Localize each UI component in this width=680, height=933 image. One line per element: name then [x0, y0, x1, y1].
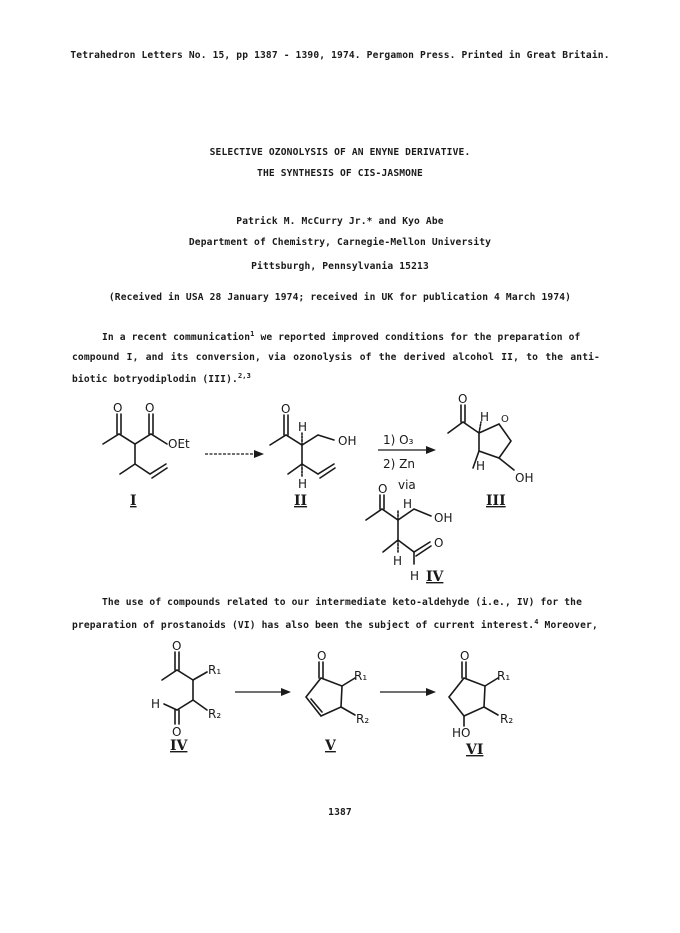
compound-VI-r2: R₂ — [500, 712, 514, 726]
compound-IV-hydrogen-bottom: H — [393, 554, 403, 568]
scheme2-compound-IV-label: IV — [170, 738, 188, 754]
author-names: Patrick M. McCurry Jr.* and Kyo Abe — [236, 216, 444, 227]
structure-compound-I — [103, 401, 190, 509]
footnote-ref-1: 1 — [250, 330, 255, 338]
page-number: 1387 — [328, 807, 352, 818]
footnote-ref-4: 4 — [534, 618, 539, 626]
compound-VI-r1: R₁ — [497, 669, 511, 683]
compound-IV-oxygen-ketone: O — [378, 482, 388, 496]
para2-line2-text-b: Moreover, — [538, 620, 598, 631]
structure-compound-II — [270, 402, 356, 509]
compound-I-oxygen-2: O — [145, 401, 155, 415]
compound-III-ring-oxygen: O — [501, 414, 509, 425]
para2-line2 — [72, 618, 598, 631]
para2-line1: The use of compounds related to our intermediate keto-aldehyde (i.e., IV) for the — [102, 597, 582, 608]
compound-III-oxygen-ketone: O — [458, 392, 468, 406]
reaction-arrow-4 — [380, 688, 436, 696]
author-department: Department of Chemistry, Carnegie-Mellon University — [188, 237, 492, 248]
structure-compound-V — [306, 649, 369, 754]
compound-V-label: V — [325, 738, 336, 754]
compound-I-label: I — [130, 493, 137, 509]
compound-IV-label: IV — [426, 569, 444, 585]
reagent-zinc: 2) Zn — [383, 457, 415, 471]
compound-IV-oxygen-aldehyde: O — [434, 536, 444, 550]
para1-line1-text-a: In a recent communication — [102, 332, 251, 343]
compound-I-oxygen-1: O — [113, 401, 123, 415]
compound-IV-generic-oxygen-bottom: O — [172, 725, 182, 739]
reaction-arrow-3 — [235, 688, 291, 696]
compound-VI-oxygen: O — [460, 649, 470, 663]
structure-compound-VI — [449, 649, 513, 758]
compound-II-hydrogen-top: H — [298, 420, 308, 434]
compound-IV-generic-oxygen-top: O — [172, 639, 182, 653]
running-head: Tetrahedron Letters No. 15, pp 1387 - 1390, 1974. Pergamon Press. Printed in Great Britain. — [70, 50, 610, 61]
compound-VI-label: VI — [466, 742, 484, 758]
para1-line3-text: biotic botryodiplodin (III). — [72, 374, 238, 385]
via-label: via — [398, 478, 416, 492]
structure-compound-IV-generic — [151, 639, 221, 754]
compound-III-label: III — [486, 493, 506, 509]
received-dates: (Received in USA 28 January 1974; received in UK for publication 4 March 1974) — [108, 292, 572, 303]
para1-line1-text-b: we reported improved conditions for the preparation of — [254, 332, 581, 343]
compound-III-hydrogen-bottom: H — [476, 459, 486, 473]
compound-II-oxygen: O — [281, 402, 291, 416]
compound-IV-generic-r2: R₂ — [208, 707, 222, 721]
footnote-ref-2-3: 2,3 — [237, 372, 252, 380]
compound-IV-hydroxyl: OH — [434, 511, 453, 525]
compound-II-hydrogen-bottom: H — [298, 477, 308, 491]
reaction-arrow-1 — [205, 450, 264, 458]
author-location: Pittsburgh, Pennsylvania 15213 — [251, 261, 429, 272]
reagent-ozone: 1) O₃ — [383, 433, 414, 447]
para1-line2: compound I, and its conversion, via ozonolysis of the derived alcohol II, to the anti- — [72, 352, 600, 363]
structure-compound-IV — [366, 482, 452, 585]
compound-III-hydrogen-top: H — [480, 410, 490, 424]
article-title-line-2: THE SYNTHESIS OF CIS-JASMONE — [257, 168, 423, 179]
para2-line2-text-a: preparation of prostanoids (VI) has also been the subject of current interest. — [72, 620, 535, 631]
compound-IV-aldehyde-hydrogen: H — [410, 569, 420, 583]
compound-IV-generic-hydrogen: H — [151, 697, 161, 711]
compound-V-oxygen: O — [317, 649, 327, 663]
compound-IV-hydrogen-top: H — [403, 497, 413, 511]
article-title-line-1: SELECTIVE OZONOLYSIS OF AN ENYNE DERIVATIVE. — [209, 147, 471, 158]
compound-VI-hydroxyl: HO — [452, 726, 471, 740]
structure-compound-III — [448, 392, 533, 509]
compound-I-ethoxy: OEt — [168, 437, 190, 451]
compound-V-r1: R₁ — [354, 669, 368, 683]
compound-II-hydroxyl: OH — [338, 434, 357, 448]
compound-IV-generic-r1: R₁ — [208, 663, 222, 677]
compound-II-label: II — [294, 493, 308, 509]
compound-III-hydroxyl: OH — [515, 471, 534, 485]
compound-V-r2: R₂ — [356, 712, 370, 726]
